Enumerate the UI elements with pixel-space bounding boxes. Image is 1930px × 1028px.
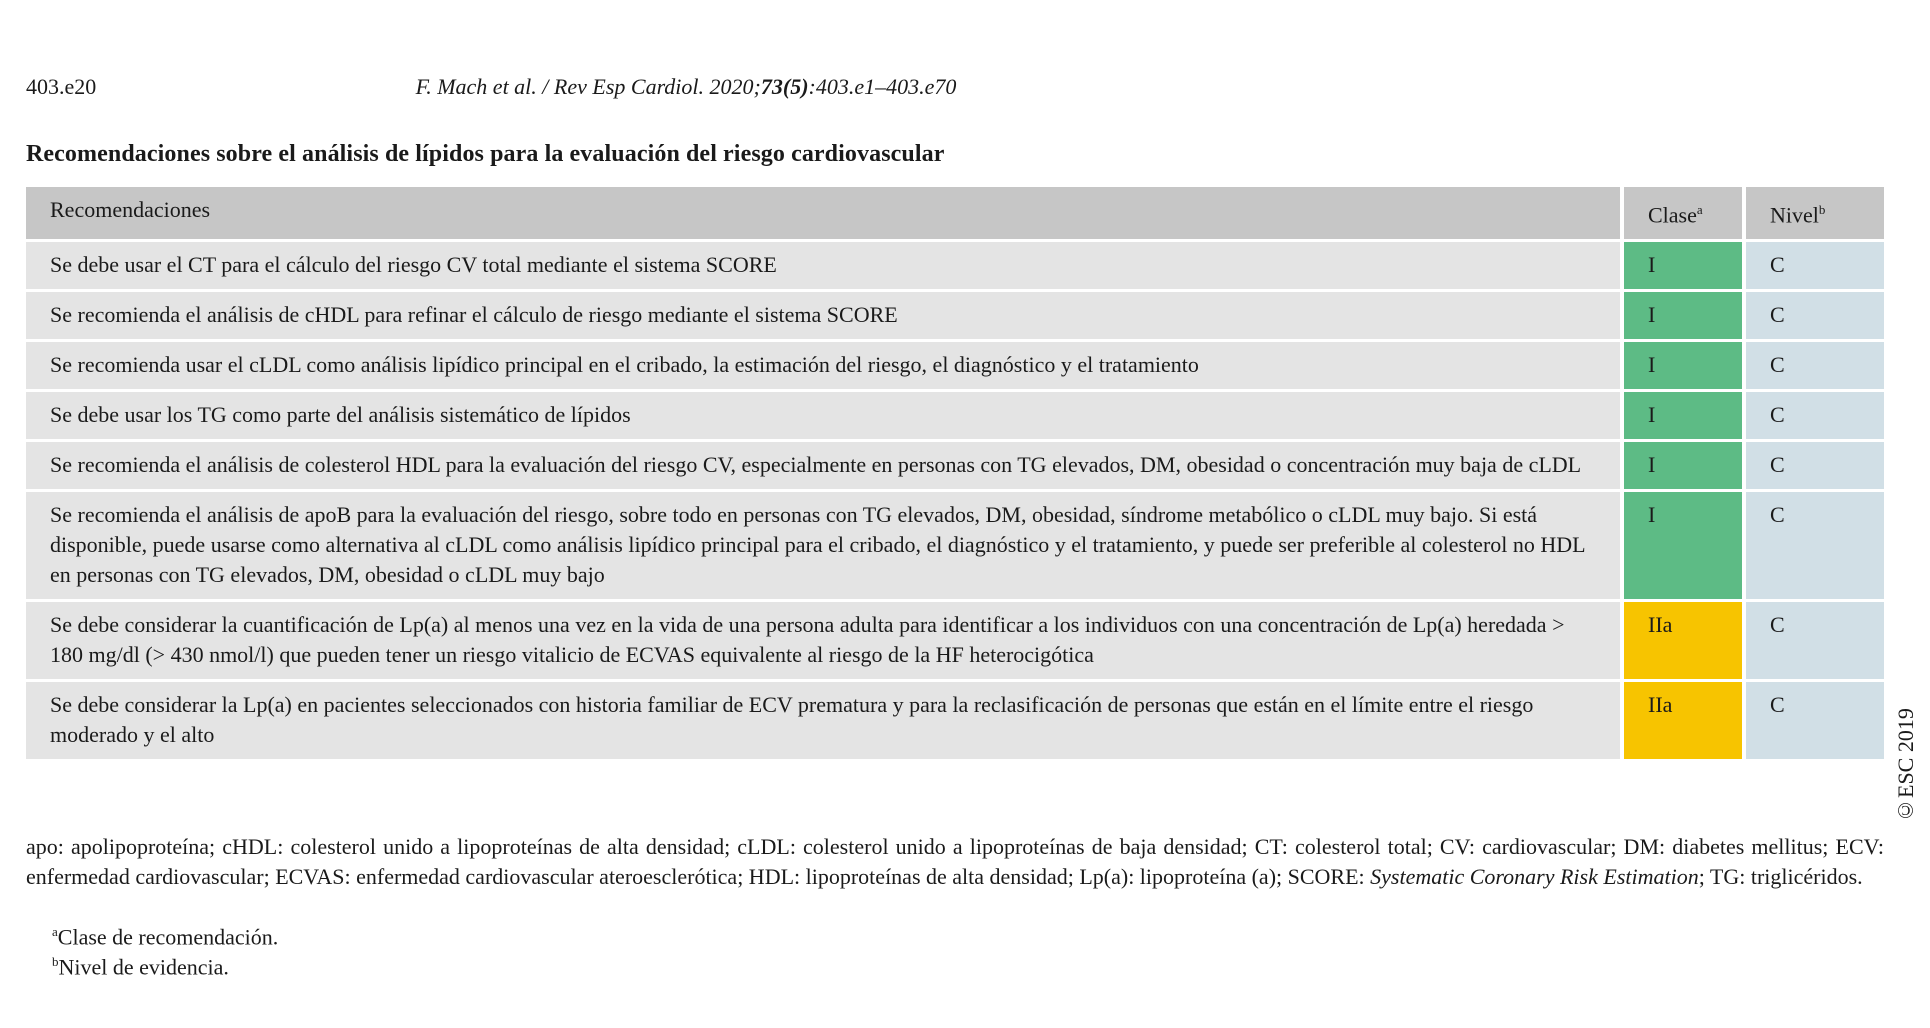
level-cell: C bbox=[1746, 392, 1884, 439]
table-header-row bbox=[26, 187, 1884, 239]
citation-issue: (5) bbox=[782, 74, 809, 99]
level-cell: C bbox=[1746, 342, 1884, 389]
page-number: 403.e20 bbox=[26, 74, 97, 99]
table-row bbox=[26, 682, 1884, 759]
table-title: Recomendaciones sobre el análisis de lípidos para la evaluación del riesgo cardiovascular bbox=[26, 141, 945, 167]
table-row bbox=[26, 292, 1884, 339]
class-cell: I bbox=[1624, 492, 1746, 599]
recommendation-text: Se debe usar los TG como parte del análisis sistemático de lípidos bbox=[26, 392, 1624, 439]
page-header bbox=[26, 74, 1882, 106]
table-row bbox=[26, 392, 1884, 439]
level-cell: C bbox=[1746, 682, 1884, 759]
footnote-marker: a bbox=[52, 924, 58, 939]
header-recommendations-label: Recomendaciones bbox=[50, 197, 211, 222]
table-row bbox=[26, 602, 1884, 679]
footnote-text: Clase de recomendación. bbox=[57, 924, 279, 950]
header-level-sup: b bbox=[1818, 202, 1826, 217]
citation-authors: F. Mach et al. bbox=[415, 74, 537, 99]
footnote-a bbox=[52, 924, 278, 950]
recommendations-table bbox=[26, 184, 1884, 762]
header-level bbox=[1746, 187, 1884, 239]
citation-year: 2020; bbox=[709, 74, 761, 99]
copyright-notice: ©ESC 2019 bbox=[1893, 708, 1918, 824]
class-cell: I bbox=[1624, 242, 1746, 289]
recommendation-text: Se recomienda el análisis de apoB para la evaluación del riesgo, sobre todo en personas con TG elevados, DM, obesidad, síndrome metabólico o cLDL muy bajo. Si está disponible, puede usarse como alternativa al cLDL como análisis lipídico principal para el cribado, el diagnóstico y el tratamiento, y puede ser preferible al colesterol no HDL en personas con TG elevados, DM, obesidad o cLDL muy bajo bbox=[26, 492, 1624, 599]
class-cell: I bbox=[1624, 442, 1746, 489]
class-cell: IIa bbox=[1624, 682, 1746, 759]
level-cell: C bbox=[1746, 442, 1884, 489]
table-row bbox=[26, 242, 1884, 289]
abbreviations-italic: Systematic Coronary Risk Estimation bbox=[1370, 864, 1699, 889]
header-level-label: Nivel bbox=[1770, 202, 1819, 228]
recommendation-text: Se recomienda el análisis de colesterol HDL para la evaluación del riesgo CV, especialmente en personas con TG elevados, DM, obesidad o concentración muy baja de cLDL bbox=[26, 442, 1624, 489]
class-cell: IIa bbox=[1624, 602, 1746, 679]
header-class-sup: a bbox=[1696, 202, 1703, 217]
recommendation-text: Se debe considerar la cuantificación de Lp(a) al menos una vez en la vida de una persona adulta para identificar a los individuos con una concentración de Lp(a) heredada > 180 mg/dl (> 430 nmol/l) que pueden tener un riesgo vitalicio de ECVAS equivalente al riesgo de la HF heterocigótica bbox=[26, 602, 1624, 679]
recommendation-text: Se recomienda usar el cLDL como análisis lipídico principal en el cribado, la estimación del riesgo, el diagnóstico y el tratamiento bbox=[26, 342, 1624, 389]
header-recommendations bbox=[26, 187, 1624, 239]
citation-pages: :403.e1–403.e70 bbox=[808, 74, 957, 99]
citation-journal: Rev Esp Cardiol. bbox=[553, 74, 705, 99]
abbreviations-text: apo: apolipoproteína; cHDL: colesterol unido a lipoproteínas de alta densidad; cLDL: colesterol unido a lipoproteínas de baja densidad; CT: colesterol total; CV: cardiovascular; DM: diabetes mellitus; ECV: enfermedad cardiovascular; ECVAS: enfermedad cardiovascular ateroesclerótica; HDL: lipoproteínas de alta densidad; Lp(a): lipoproteína (a); SCORE: bbox=[26, 834, 1884, 889]
level-cell: C bbox=[1746, 292, 1884, 339]
footnote-b bbox=[52, 954, 229, 980]
class-cell: I bbox=[1624, 342, 1746, 389]
table-row bbox=[26, 342, 1884, 389]
recommendation-text: Se recomienda el análisis de cHDL para refinar el cálculo de riesgo mediante el sistema SCORE bbox=[26, 292, 1624, 339]
class-cell: I bbox=[1624, 292, 1746, 339]
table-row bbox=[26, 442, 1884, 489]
abbreviations-note bbox=[26, 832, 1884, 892]
level-cell: C bbox=[1746, 242, 1884, 289]
recommendation-text: Se debe usar el CT para el cálculo del riesgo CV total mediante el sistema SCORE bbox=[26, 242, 1624, 289]
header-class bbox=[1624, 187, 1746, 239]
recommendation-text: Se debe considerar la Lp(a) en pacientes seleccionados con historia familiar de ECV prematura y para la reclasificación de personas que están en el límite entre el riesgo moderado y el alto bbox=[26, 682, 1624, 759]
table-row bbox=[26, 492, 1884, 599]
level-cell: C bbox=[1746, 492, 1884, 599]
journal-citation: F. Mach et al. / Rev Esp Cardiol. 2020;73(5):403.e1–403.e70 bbox=[415, 74, 957, 99]
header-class-label: Clase bbox=[1648, 202, 1697, 228]
citation-volume: 73 bbox=[760, 74, 783, 99]
level-cell: C bbox=[1746, 602, 1884, 679]
footnote-text: Nivel de evidencia. bbox=[58, 954, 229, 980]
abbreviations-text-end: ; TG: triglicéridos. bbox=[1698, 864, 1863, 889]
footnote-marker: b bbox=[52, 954, 59, 969]
class-cell: I bbox=[1624, 392, 1746, 439]
